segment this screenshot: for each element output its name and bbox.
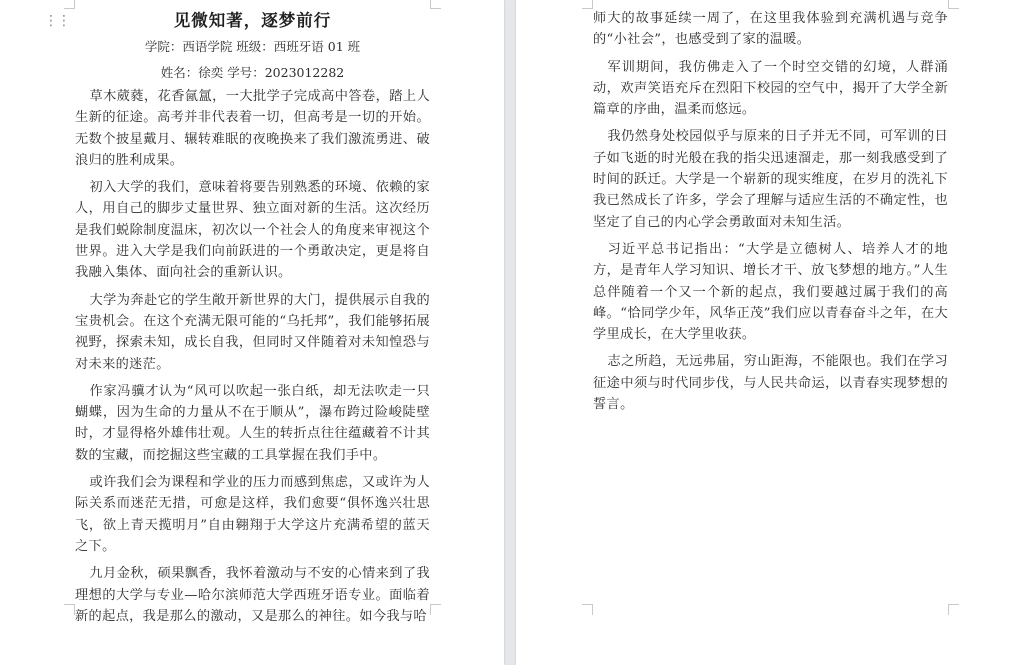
paragraph: 草木葳蕤，花香氤氲，一大批学子完成高中答卷，踏上人生新的征途。高考并非代表着一切，但高考是一切的开始。无数个披星戴月、辗转难眠的夜晚换来了我们激流勇进、破浪归的胜利成果。 <box>75 89 430 168</box>
crop-mark <box>582 604 593 615</box>
crop-mark <box>430 0 441 9</box>
crop-mark <box>64 604 75 615</box>
crop-mark <box>948 0 959 9</box>
crop-mark <box>582 0 593 9</box>
crop-mark <box>430 604 441 615</box>
paragraph: 或许我们会为课程和学业的压力而感到焦虑，又或许为人际关系而迷茫无措，可愈是这样，我们愈要“俱怀逸兴壮思飞，欲上青天揽明月”自由翱翔于大学这片充满希望的蓝天之下。 <box>75 475 430 554</box>
name-id-line: 姓名：徐奕 学号：2023012282 <box>160 65 345 80</box>
paragraph: 军训期间，我仿佛走入了一个时空交错的幻境，人群涌动，欢声笑语充斥在烈阳下校园的空气中，揭开了大学全新篇章的序曲，温柔而悠远。 <box>593 59 948 118</box>
paragraph: 初入大学的我们，意味着将要告别熟悉的环境、依赖的家人，用自己的脚步丈量世界、独立面对新的生活。这次经历是我们蜕除制度温床，初次以一个社会人的角度来审视这个世界。进入大学是我们向前跃进的一个勇敢决定，更是将自我融入集体、面向社会的重新认识。 <box>75 180 430 281</box>
drag-handle-icon[interactable]: ⋮⋮ <box>44 13 70 29</box>
crop-mark <box>948 604 959 615</box>
paragraph: 志之所趋，无远弗届，穷山距海，不能限也。我们在学习征途中须与时代同步伐，与人民共命运，以青春实现梦想的誓言。 <box>593 354 948 413</box>
paragraph: 大学为奔赴它的学生敞开新世界的大门，提供展示自我的宝贵机会。在这个充满无限可能的“乌托邦”，我们能够拓展视野，探索未知，成长自我，但同时又伴随着对未知惶恐与对未来的迷茫。 <box>75 292 430 372</box>
right-page-text[interactable] <box>593 8 948 415</box>
document-title: 见微知著，逐梦前行 <box>173 11 332 30</box>
paragraph-continuation: 师大的故事延续一周了，在这里我体验到充满机遇与竞争的“小社会”，也感受到了家的温暖。 <box>593 11 948 48</box>
left-page-text[interactable] <box>75 8 430 627</box>
college-class-line: 学院：西语学院 班级：西班牙语 01 班 <box>144 39 361 54</box>
paragraph: 我仍然身处校园似乎与原来的日子并无不同，可军训的日子如飞逝的时光般在我的指尖迅速溜走，那一刻我感受到了时间的跃迁。大学是一个崭新的现实维度，在岁月的洗礼下我已然成长了许多，学会了理解与适应生活的不确定性，也坚定了自己的内心学会勇敢面对未知生活。 <box>593 129 948 230</box>
paragraph: 习近平总书记指出：“大学是立德树人、培养人才的地方，是青年人学习知识、增长才干、放飞梦想的地方。”人生总伴随着一个又一个新的起点，我们要越过属于我们的高峰。“恰同学少年，风华正茂”我们应以青春奋斗之年，在大学里成长，在大学里收获。 <box>593 241 948 343</box>
crop-mark <box>64 0 75 9</box>
paragraph: 九月金秋，硕果飘香，我怀着激动与不安的心情来到了我理想的大学与专业—哈尔滨师范大学西班牙语专业。面临着新的起点，我是那么的激动，又是那么的神往。如今我与哈 <box>75 566 430 624</box>
paragraph: 作家冯骥才认为“风可以吹起一张白纸，却无法吹走一只蝴蝶，因为生命的力量从不在于顺从”，瀑布跨过险峻陡壁时，才显得格外雄伟壮观。人生的转折点往往蕴藏着不计其数的宝藏，而挖掘这些宝藏的工具掌握在我们手中。 <box>75 383 430 463</box>
